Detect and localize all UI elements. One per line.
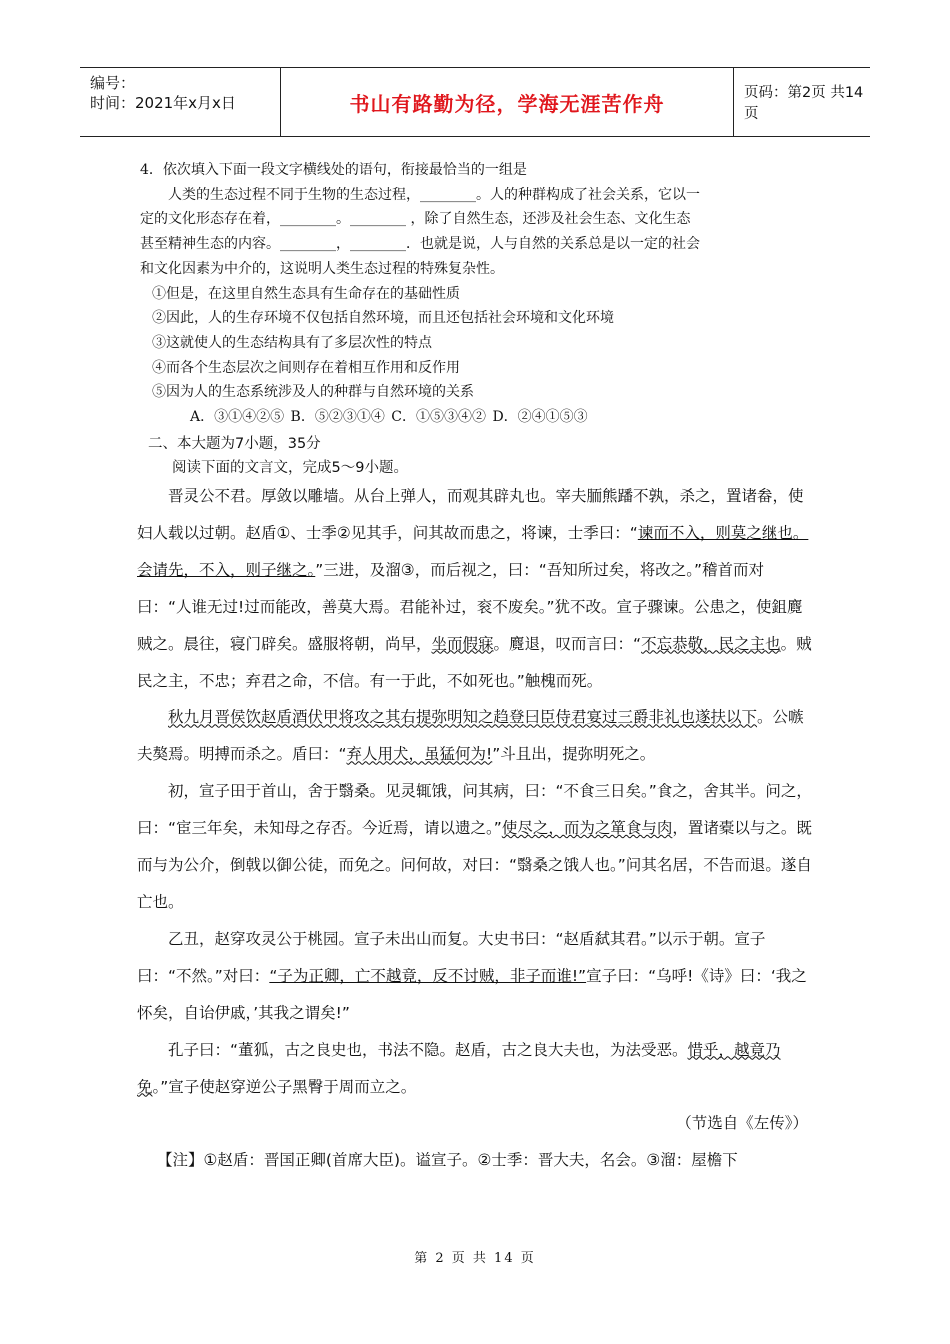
wavy-underlined-sentence: 秋九月晋侯饮赵盾酒伏甲将攻之其右提弥明知之趋登曰臣侍君宴过三爵非礼也遂扶以下 [168,708,758,727]
wavy-underlined-phrase: 坐而假寐 [431,634,494,653]
header-page-number: 页码：第2页 共14页 [744,85,864,122]
answer-choices: A．③①④②⑤ B．⑤②③①④ C．①⑤③④② D．②④①⑤③ [190,409,588,426]
option-item: ⑤因为人的生态系统涉及人的种群与自然环境的关系 [152,384,474,401]
wavy-underlined-phrase: 不忘恭敬，民之主也 [641,634,781,653]
paragraph-3: 初，宣子田于首山，舍于翳桑。见灵辄饿，问其病，曰：“不食三日矣。”食之，舍其半。问之，曰：“宦三年矣，未知母之存否。今近焉，请以遗之。”使尽之，而为之箪食与肉，置诸橐以与之。既而与为公介，倒戟以御公徒，而免之。问何故，对曰：“翳桑之饿人也。”问其名居，不告而退。遂自亡也。 [137,782,812,911]
header-time: 时间：2021年x月x日 [90,94,236,112]
header-number: 编号： [90,74,136,92]
underlined-sentence: 谏而不入，则莫之继也。会请先，不入，则子继之。 [137,523,809,579]
paragraph-1: 晋灵公不君。厚敛以雕墙。从台上弹人，而观其辟丸也。宰夫胹熊蹯不孰，杀之，置诸畚，使妇人载以过朝。赵盾①、士季②见其手，问其故而患之，将谏，士季曰：“谏而不入，则莫之继也。会请先，不入，则子继之。”三进，及溜③，而后视之，曰：“吾知所过矣，将改之。”稽首而对曰：“人谁无过!过而能改，善莫大焉。君能补过，衮不废矣。”犹不改。宣子骤谏。公患之，使鉏麑贼之。晨往，寝门辟矣。盛服将朝，尚早，坐而假寐。麑退，叹而言曰：“不忘恭敬，民之主也。贼民之主，不忠；弃君之命，不信。有一于此，不如死也。”触槐而死。 [137,487,812,690]
page-footer: 第 2 页 共 14 页 [414,1251,536,1266]
option-item: ③这就使人的生态结构具有了多层次性的特点 [152,334,432,351]
header-info-cell [80,68,281,136]
passage-line: 定的文化形态存在着，________。________ ，除了自然生态，还涉及社会生态、文化生态 [140,211,691,228]
option-item: ④而各个生态层次之间则存在着相互作用和反作用 [152,359,460,376]
question-4 [140,158,820,430]
passage-line: 和文化因素为中介的，这说明人类生态过程的特殊复杂性。 [140,260,504,277]
paragraph-2: 秋九月晋侯饮赵盾酒伏甲将攻之其右提弥明知之趋登曰臣侍君宴过三爵非礼也遂扶以下。公嗾夫獒焉。明搏而杀之。盾曰：“弃人用犬，虽猛何为!”斗且出，提弥明死之。 [137,708,804,764]
option-item: ②因此，人的生存环境不仅包括自然环境，而且还包括社会环境和文化环境 [152,310,614,327]
section-instruction: 阅读下面的文言文，完成5～9小题。 [172,460,408,476]
wavy-underlined-phrase: 惜乎，越竟乃免 [137,1040,781,1096]
page-header [80,67,870,137]
header-motto: 书山有路勤为径，学海无涯苦作舟 [349,91,665,116]
header-motto-cell [281,68,734,136]
footnote: 【注】①赵盾：晋国正卿(首席大臣)。谥宣子。②士季：晋大夫，名会。③溜：屋檐下 [157,1151,738,1170]
paragraph-5: 孔子曰：“董狐，古之良史也，书法不隐。赵盾，古之良大夫也，为法受恶。惜乎，越竟乃免。”宣子使赵穿逆公子黑臀于周而立之。 [137,1040,781,1096]
wavy-underlined-phrase: 使尽之，而为之箪食与肉 [501,819,673,838]
passage-line: 甚至精神生态的内容。________，________．也就是说，人与自然的关系总是以一定的社会 [140,236,700,253]
section-title: 二、本大题为7小题，35分 [148,436,321,452]
section-2-header [140,432,840,480]
classical-text [137,478,818,1179]
paragraph-4: 乙丑，赵穿攻灵公于桃园。宣子未出山而复。大史书曰：“赵盾弑其君。”以示于朝。宣子曰：“不然。”对曰：“子为正卿，亡不越竟，反不讨贼，非子而谁!”宣子曰：“乌呼!《诗》曰：‘我之怀矣，自诒伊戚，’其我之谓矣!” [137,929,807,1022]
wavy-underlined-phrase: 弃人用犬，虽猛何为! [346,745,493,764]
question-stem: 4．依次填入下面一段文字横线处的语句，衔接最恰当的一组是 [140,162,527,178]
header-page-cell [734,68,870,136]
option-item: ①但是，在这里自然生态具有生命存在的基础性质 [152,285,460,302]
source-citation: （节选自《左传》） [676,1114,808,1133]
underlined-sentence: “子为正卿，亡不越竟，反不讨贼，非子而谁!” [269,966,587,985]
passage-line: 人类的生态过程不同于生物的生态过程，________。人的种群构成了社会关系，它以一 [168,186,700,203]
